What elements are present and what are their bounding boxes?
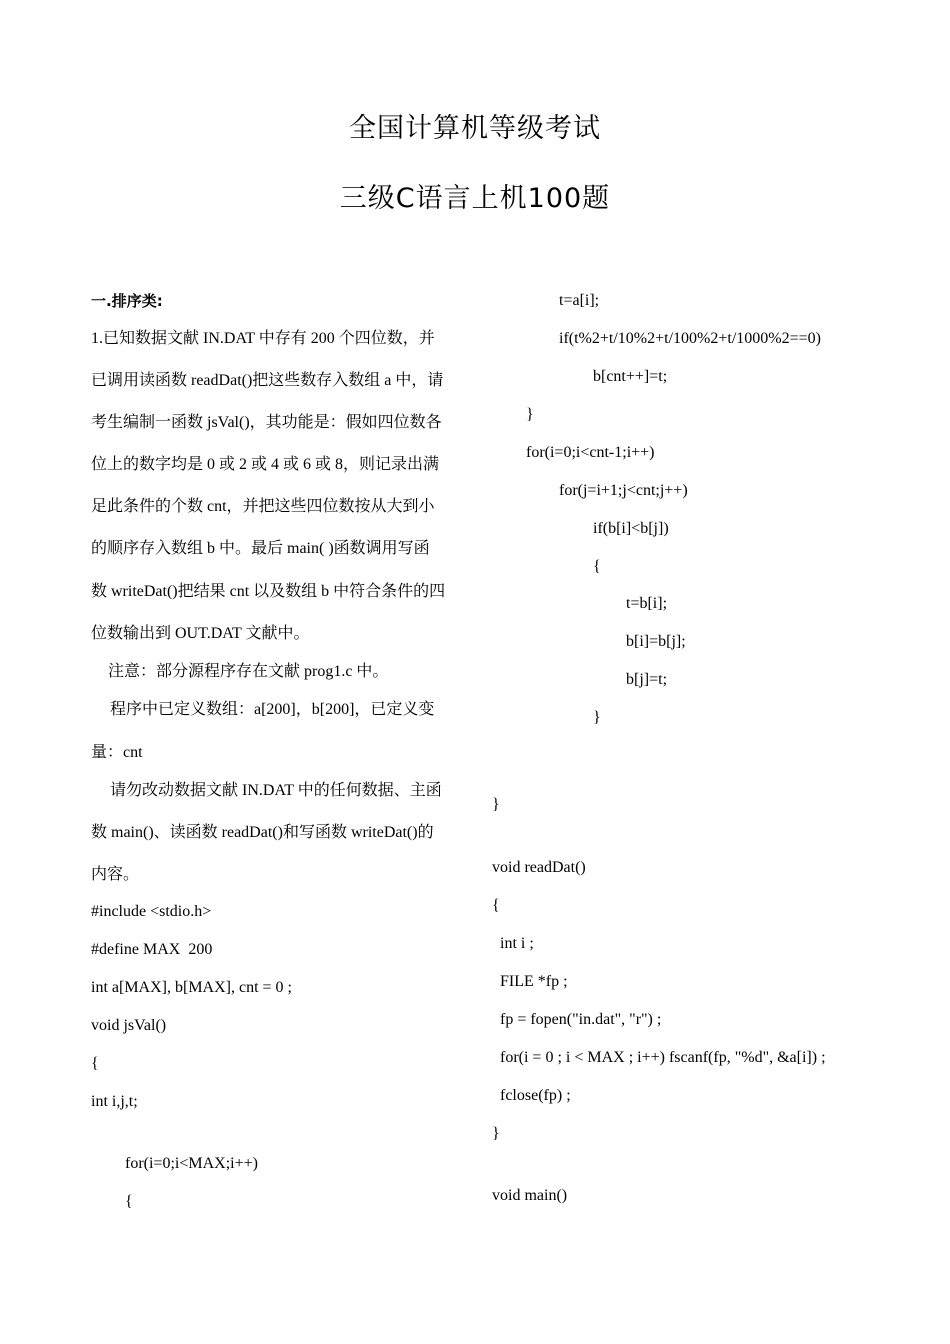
note-text: 请勿改动数据文献 IN.DAT 中的任何数据、主函 [110,782,442,799]
section-heading: 一.排序类: [91,292,163,310]
code-line: for(i=0;i<cnt-1;i++) [526,444,655,461]
document-title: 全国计算机等级考试 [349,113,601,144]
code-line: t=a[i]; [559,292,600,309]
question-text: 1.已知数据文献 IN.DAT 中存有 200 个四位数，并 [91,330,435,347]
code-line: } [526,406,534,423]
code-line: } [492,1125,500,1142]
note-text: 量：cnt [91,744,143,761]
code-line: } [492,796,500,813]
code-line: fclose(fp) ; [500,1087,571,1104]
code-line: if(t%2+t/10%2+t/100%2+t/1000%2==0) [559,330,821,347]
question-text: 位数输出到 OUT.DAT 文献中。 [91,625,310,642]
code-line: void readDat() [492,859,586,876]
code-line: int i,j,t; [91,1093,138,1110]
code-line: { [91,1055,99,1072]
code-line: void main() [492,1187,568,1204]
document-subtitle: 三级C语言上机100题 [339,183,611,214]
code-line: b[j]=t; [626,671,668,688]
code-line: if(b[i]<b[j]) [593,520,669,537]
code-line: for(i=0;i<MAX;i++) [125,1155,258,1172]
code-line: #include <stdio.h> [91,903,212,920]
code-line: void jsVal() [91,1017,167,1034]
code-line: t=b[i]; [626,595,668,612]
code-line: FILE *fp ; [500,973,568,990]
note-text: 数 main()、读函数 readDat()和写函数 writeDat()的 [91,824,434,841]
code-line: for(j=i+1;j<cnt;j++) [559,482,688,499]
code-line: { [125,1193,133,1210]
code-line: b[i]=b[j]; [626,633,686,650]
code-line: } [593,709,601,726]
code-line: { [492,897,500,914]
note-text: 注意：部分源程序存在文献 prog1.c 中。 [108,663,389,680]
code-line: int i ; [500,935,534,952]
note-text: 内容。 [91,866,140,883]
question-text: 足此条件的个数 cnt，并把这些四位数按从大到小 [91,498,435,515]
code-line: { [593,558,601,575]
question-text: 数 writeDat()把结果 cnt 以及数组 b 中符合条件的四 [91,583,446,600]
code-line: #define MAX 200 [91,941,213,958]
question-text: 考生编制一函数 jsVal()，其功能是：假如四位数各 [91,414,442,431]
code-line: b[cnt++]=t; [593,368,668,385]
code-line: fp = fopen("in.dat", "r") ; [500,1011,662,1028]
question-text: 已调用读函数 readDat()把这些数存入数组 a 中，请 [91,372,444,389]
question-text: 位上的数字均是 0 或 2 或 4 或 6 或 8，则记录出满 [91,456,440,473]
code-line: for(i = 0 ; i < MAX ; i++) fscanf(fp, "%d", &a[i]) ; [500,1049,826,1066]
code-line: int a[MAX], b[MAX], cnt = 0 ; [91,979,292,996]
note-text: 程序中已定义数组：a[200]，b[200]，已定义变 [110,701,435,718]
question-text: 的顺序存入数组 b 中。最后 main( )函数调用写函 [91,540,430,557]
